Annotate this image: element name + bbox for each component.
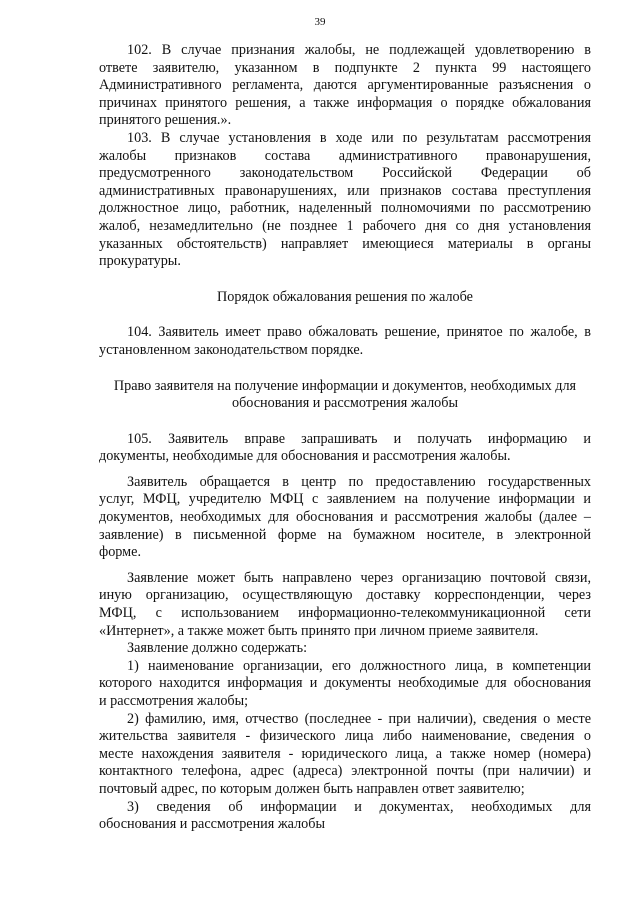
paragraph-103 (99, 130, 591, 271)
text-line: принятого решения.». (99, 112, 232, 129)
text-line: МФЦ, с использованием информационно-телекоммуникационной сети (99, 605, 591, 622)
text-line: контактного телефона, адрес (адреса) электронной почты (при наличии) и (99, 763, 591, 780)
text-line: месте нахождения заявителя - юридического лица, а также номер (номера) (99, 745, 591, 762)
paragraph-contents-intro (99, 640, 591, 658)
text-line: указанных обстоятельств) направляет имеющиеся материалы в органы (99, 235, 591, 252)
list-item-2 (99, 711, 591, 799)
section-heading-rights (99, 378, 591, 413)
text-line: жалоб, незамедлительно (не позднее 1 рабочего дня со дня установления (99, 217, 591, 234)
text-line: жалобы признаков состава административного правонарушения, (99, 147, 591, 164)
text-line: Административного регламента, даются аргументированные разъяснения о (99, 77, 591, 94)
heading-line: Право заявителя на получение информации и документов, необходимых для (113, 377, 577, 394)
text-line: «Интернет», а также может быть принято при личном приеме заявителя. (99, 622, 539, 639)
text-line: предусмотренного законодательством Российской Федерации об (99, 165, 591, 182)
page-number: 39 (314, 16, 326, 28)
list-item-3 (99, 799, 591, 834)
text-line: заявление) в письменной форме на бумажном носителе, в электронной (99, 526, 591, 543)
text-line: обоснования и рассмотрения жалобы (99, 816, 325, 833)
text-line: 3) сведения об информации и документах, необходимых для (127, 798, 591, 815)
text-line: 102. В случае признания жалобы, не подлежащей удовлетворению в (127, 42, 591, 58)
text-line: форме. (99, 544, 141, 561)
text-line: Заявитель обращается в центр по предоставлению государственных (127, 473, 591, 490)
paragraph-102 (99, 42, 591, 130)
text-line: 2) фамилию, имя, отчество (последнее - при наличии), сведения о месте (127, 710, 591, 727)
text-line: иную организацию, осуществляющую доставку корреспонденции, через (99, 587, 591, 604)
text-line: должностное лицо, работник, наделенный полномочиями по рассмотрению (99, 200, 591, 217)
text-line: 104. Заявитель имеет право обжаловать решение, принятое по жалобе, в (127, 324, 591, 341)
text-line: жительства заявителя - физического лица либо наименование, сведения о (99, 728, 591, 745)
text-line: административных правонарушениях, или признаков состава преступления (99, 182, 591, 199)
text-line: 1) наименование организации, его должностного лица, в компетенции (127, 657, 591, 674)
text-line: ответе заявителю, указанном в подпункте 2 пункта 99 настоящего (99, 59, 591, 76)
text-line: почтовый адрес, по которым должен быть направлен ответ заявителю; (99, 780, 525, 797)
text-line: прокуратуры. (99, 253, 181, 270)
list-item-1 (99, 658, 591, 711)
paragraph-applicant (99, 474, 591, 562)
section-heading-appeal: Порядок обжалования решения по жалобе (217, 288, 473, 305)
text-line: Заявление может быть направлено через организацию почтовой связи, (127, 569, 591, 586)
text-line: которого находится информация и документы необходимые для обоснования (99, 675, 591, 692)
text-line: установленном законодательством порядке. (99, 341, 364, 358)
paragraph-104 (99, 324, 591, 359)
text-line: 103. В случае установления в ходе или по результатам рассмотрения (127, 129, 591, 146)
text-line: Заявление должно содержать: (127, 640, 308, 657)
paragraph-sending (99, 570, 591, 640)
heading-line: обоснования и рассмотрения жалобы (232, 395, 458, 412)
text-line: услуг, МФЦ, учредителю МФЦ с заявлением на получение информации и (99, 491, 591, 508)
text-line: документов, необходимых для обоснования и рассмотрения жалобы (далее – (99, 509, 591, 526)
text-line: причинах принятого решения, а также информация о порядке обжалования (99, 94, 591, 111)
text-line: и рассмотрения жалобы; (99, 693, 249, 709)
text-line: 105. Заявитель вправе запрашивать и получать информацию и (127, 430, 591, 447)
text-line: документы, необходимые для обоснования и рассмотрения жалобы. (99, 448, 511, 465)
document-body (99, 42, 591, 834)
paragraph-105 (99, 431, 591, 466)
